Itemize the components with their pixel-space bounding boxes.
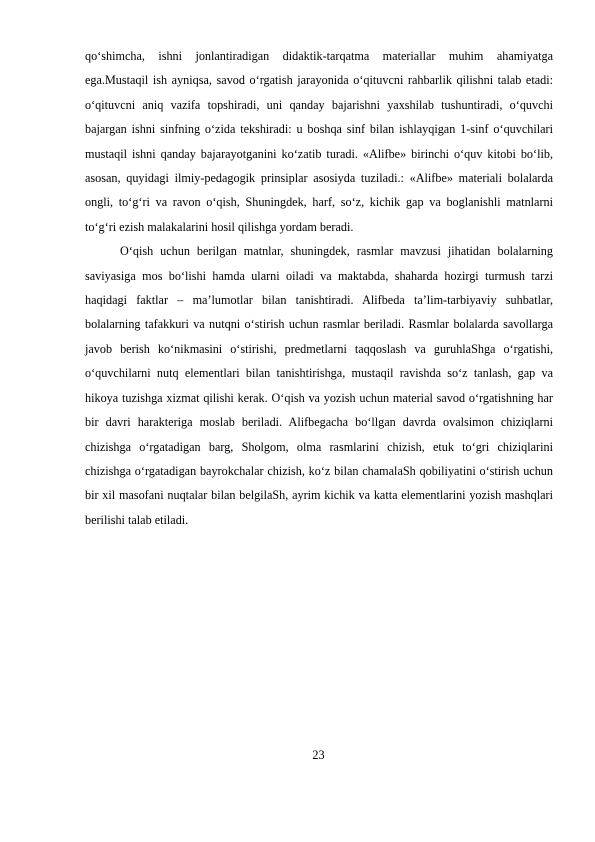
page-number: 23 bbox=[312, 748, 325, 762]
text-body bbox=[85, 44, 553, 532]
paragraph-2: O‘qish uchun berilgan matnlar, shuningdek, rasmlar mavzusi jihatidan bolalarning saviyasiga mos bo‘lishi hamda ularni oiladi va maktabda, shaharda hozirgi turmush tarzi haqidagi faktlar – ma’lumotlar bilan tanishtiradi. Alifbeda ta’lim-tarbiyaviy suhbatlar, bolalarning tafakkuri va nutqni o‘stirish uchun rasmlar beriladi. Rasmlar bolalarda savollarga javob berish ko‘nikmasini o‘stirishi, predmetlarni taqqoslash va guruhlaShga o‘rgatishi, o‘quvchilarni nutq elementlari bilan tanishtirishga, mustaqil ravishda so‘z tanlash, gap va hikoya tuzishga xizmat qilishi kerak. O‘qish va yozish uchun material savod o‘rgatishning har bir davri harakteriga moslab beriladi. Alifbegacha bo‘llgan davrda ovalsimon chiziqlarni chizishga o‘rgatadigan barg, Sholgom, olma rasmlarini chizish, etuk to‘gri chiziqlarini chizishga o‘rgatadigan bayrokchalar chizish, ko‘z bilan chamalaSh qobiliyatini o‘stirish uchun bir xil masofani nuqtalar bilan belgilaSh, ayrim kichik va katta elementlarini yozish mashqlari berilishi talab etiladi. bbox=[85, 244, 553, 527]
paragraph-1: qo‘shimcha, ishni jonlantiradigan didaktik-tarqatma materiallar muhim ahamiyatga ega.Mustaqil ish ayniqsa, savod o‘rgatish jarayonida o‘qituvcni rahbarlik qilishni talab etadi: o‘qituvcni aniq vazifa topshiradi, uni qanday bajarishni yaxshilab tushuntiradi, o‘quvchi bajargan ishni sinfning o‘zida tekshiradi: u boshqa sinf bilan ishlayqigan 1-sinf o‘quvchilari mustaqil ishni qanday bajarayotganini ko‘zatib turadi. «Alifbe» birinchi o‘quv kitobi bo‘lib, asosan, quyidagi ilmiy-pedagogik prinsiplar asosiyda tuziladi.: «Alifbe» materiali bolalarda ongli, to‘g‘ri va ravon o‘qish, Shuningdek, harf, so‘z, kichik gap va boglanishli matnlarni to‘g‘ri ezish malakalarini hosil qilishga yordam beradi. bbox=[85, 49, 553, 234]
